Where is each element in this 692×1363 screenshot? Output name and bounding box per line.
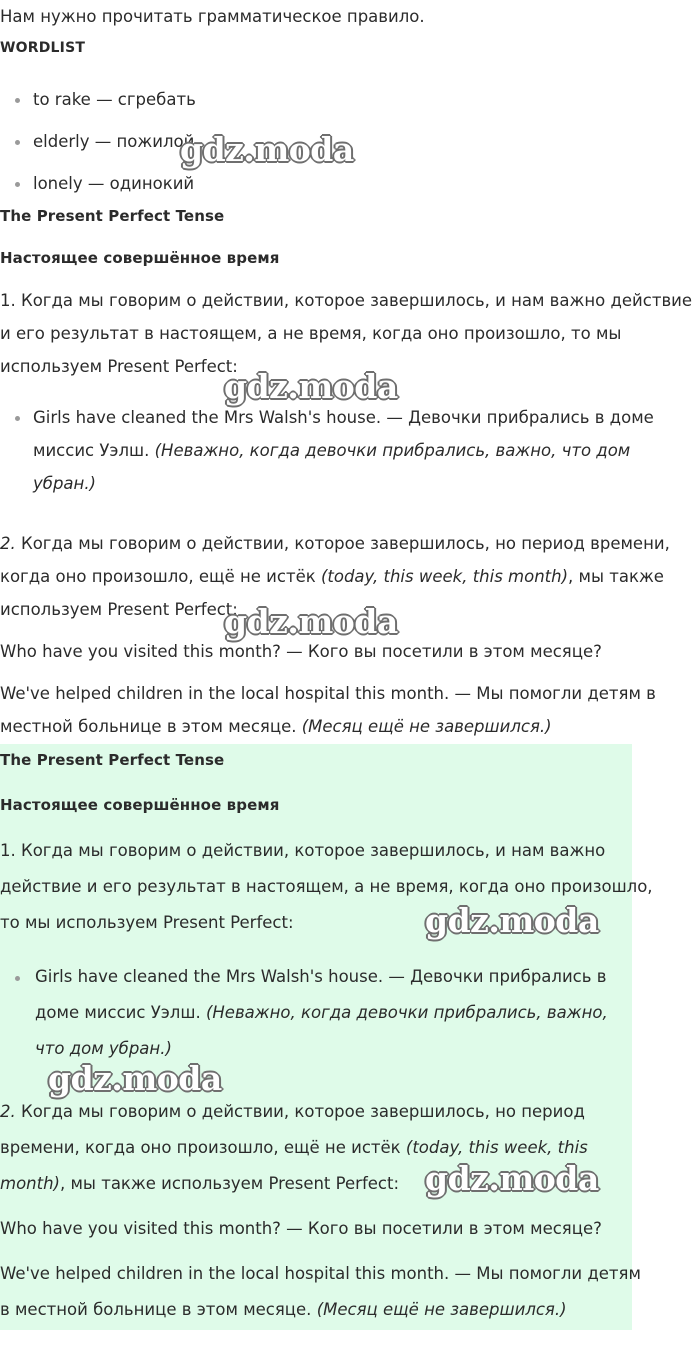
watermark: gdz.moda: [180, 130, 354, 169]
paragraph-line: 1. Когда мы говорим о действии, которое завершилось, и нам важно: [0, 841, 606, 860]
paragraph-line: времени, когда оно произошло, ещё не истёк (today, this week, this: [0, 1138, 588, 1157]
bullet-dot: [15, 416, 20, 421]
example-sentence: We've helped children in the local hospital this month. — Мы помогли детям в: [0, 684, 656, 703]
paragraph-line: то мы используем Present Perfect:: [0, 913, 294, 932]
paragraph-line: 2. Когда мы говорим о действии, которое завершилось, но период времени,: [0, 534, 670, 553]
intro-text: Нам нужно прочитать грамматическое правило.: [0, 7, 425, 26]
example-line: миссис Уэлш. (Неважно, когда девочки прибрались, важно, что дом: [33, 441, 631, 460]
paragraph-line: month), мы также используем Present Perfect:: [0, 1174, 399, 1193]
paragraph-line: 2. Когда мы говорим о действии, которое завершилось, но период: [0, 1102, 585, 1121]
section-subtitle: Настоящее совершённое время: [0, 796, 280, 814]
paragraph-line: используем Present Perfect:: [0, 600, 238, 619]
bullet-dot: [15, 182, 20, 187]
paragraph-line: 1. Когда мы говорим о действии, которое завершилось, и нам важно действие: [0, 291, 692, 310]
example-line: Girls have cleaned the Mrs Walsh's house. — Девочки прибрались в доме: [33, 408, 654, 427]
bullet-dot: [15, 140, 20, 145]
section-title: The Present Perfect Tense: [0, 207, 225, 225]
section-title: The Present Perfect Tense: [0, 751, 225, 769]
watermark: gdz.moda: [224, 367, 398, 406]
paragraph-line: действие и его результат в настоящем, а не время, когда оно произошло,: [0, 877, 653, 896]
bullet-dot: [15, 976, 20, 981]
wordlist-item: to rake — сгребать: [33, 90, 196, 109]
example-sentence: местной больнице в этом месяце. (Месяц ещё не завершился.): [0, 717, 552, 736]
example-sentence: в местной больнице в этом месяце. (Месяц ещё не завершился.): [0, 1300, 567, 1319]
example-line: Girls have cleaned the Mrs Walsh's house. — Девочки прибрались в: [35, 967, 607, 986]
paragraph-line: и его результат в настоящем, а не время, когда оно произошло, то мы: [0, 324, 622, 343]
wordlist-title: WORDLIST: [0, 40, 86, 56]
paragraph-line: когда оно произошло, ещё не истёк (today, this week, this month), мы также: [0, 567, 664, 586]
example-question: Who have you visited this month? — Кого вы посетили в этом месяце?: [0, 642, 602, 661]
example-line: что дом убран.): [35, 1039, 172, 1058]
example-line: доме миссис Уэлш. (Неважно, когда девочки прибрались, важно,: [35, 1003, 608, 1022]
watermark: gdz.moda: [48, 1059, 222, 1098]
watermark: gdz.moda: [425, 1159, 599, 1198]
wordlist-item: elderly — пожилой: [33, 132, 195, 151]
section-subtitle: Настоящее совершённое время: [0, 249, 280, 267]
watermark: gdz.moda: [224, 602, 398, 641]
example-sentence: We've helped children in the local hospital this month. — Мы помогли детям: [0, 1264, 641, 1283]
example-question: Who have you visited this month? — Кого вы посетили в этом месяце?: [0, 1219, 602, 1238]
wordlist-item: lonely — одинокий: [33, 174, 195, 193]
paragraph-line: используем Present Perfect:: [0, 357, 238, 376]
bullet-dot: [15, 98, 20, 103]
example-line: убран.): [33, 474, 96, 493]
watermark: gdz.moda: [425, 901, 599, 940]
